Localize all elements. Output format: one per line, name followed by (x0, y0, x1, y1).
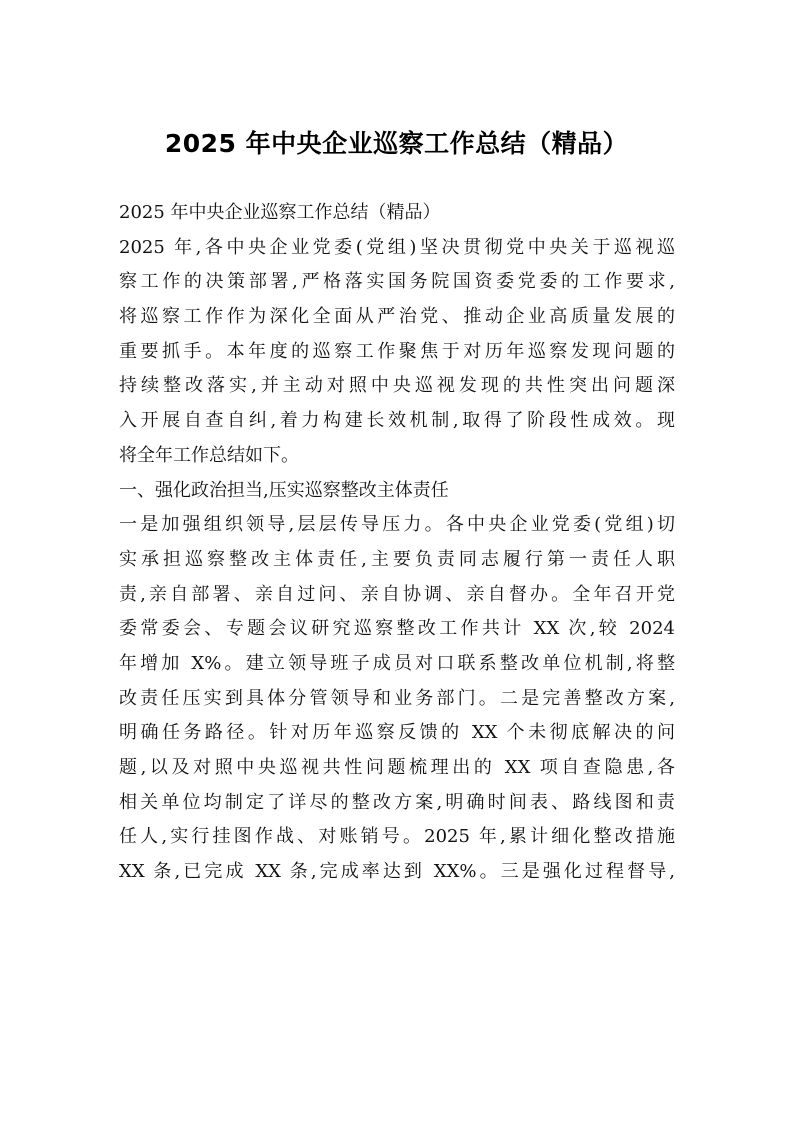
subtitle-line: 2025 年中央企业巡察工作总结（精品） (119, 202, 441, 223)
paragraph-line: 年增加 X%。建立领导班子成员对口联系整改单位机制,将整 (119, 652, 675, 674)
paragraph-line: 任人,实行挂图作战、对账销号。2025 年,累计细化整改措施 (119, 826, 675, 848)
paragraph-line: 将全年工作总结如下。 (119, 444, 299, 466)
paragraph-line: 一是加强组织领导,层层传导压力。各中央企业党委(党组)切 (119, 514, 675, 536)
paragraph-line: 重要抓手。本年度的巡察工作聚焦于对历年巡察发现问题的 (119, 340, 675, 362)
document-body (119, 196, 675, 890)
paragraph-line: 委常委会、专题会议研究巡察整改工作共计 XX 次,较 2024 (119, 618, 675, 640)
paragraph-line: 明确任务路径。针对历年巡察反馈的 XX 个未彻底解决的问 (119, 722, 675, 744)
paragraph-line: 2025 年,各中央企业党委(党组)坚决贯彻党中央关于巡视巡 (119, 236, 675, 258)
paragraph-line: XX 条,已完成 XX 条,完成率达到 XX%。三是强化过程督导, (119, 861, 675, 883)
paragraph-line: 改责任压实到具体分管领导和业务部门。二是完善整改方案, (119, 687, 675, 709)
section-heading: 一、强化政治担当,压实巡察整改主体责任 (119, 479, 449, 501)
paragraph-line: 题,以及对照中央巡视共性问题梳理出的 XX 项自查隐患,各 (119, 757, 675, 778)
paragraph-line: 实承担巡察整改主体责任,主要负责同志履行第一责任人职 (119, 548, 675, 570)
paragraph-line: 入开展自查自纠,着力构建长效机制,取得了阶段性成效。现 (119, 410, 675, 432)
paragraph-line: 察工作的决策部署,严格落实国务院国资委党委的工作要求, (119, 271, 675, 293)
paragraph-line: 将巡察工作作为深化全面从严治党、推动企业高质量发展的 (119, 306, 675, 328)
paragraph-line: 责,亲自部署、亲自过问、亲自协调、亲自督办。全年召开党 (119, 583, 675, 605)
document-title: 2025 年中央企业巡察工作总结（精品） (164, 129, 629, 158)
paragraph-line: 相关单位均制定了详尽的整改方案,明确时间表、路线图和责 (119, 791, 675, 813)
paragraph-line: 持续整改落实,并主动对照中央巡视发现的共性突出问题深 (119, 375, 675, 397)
